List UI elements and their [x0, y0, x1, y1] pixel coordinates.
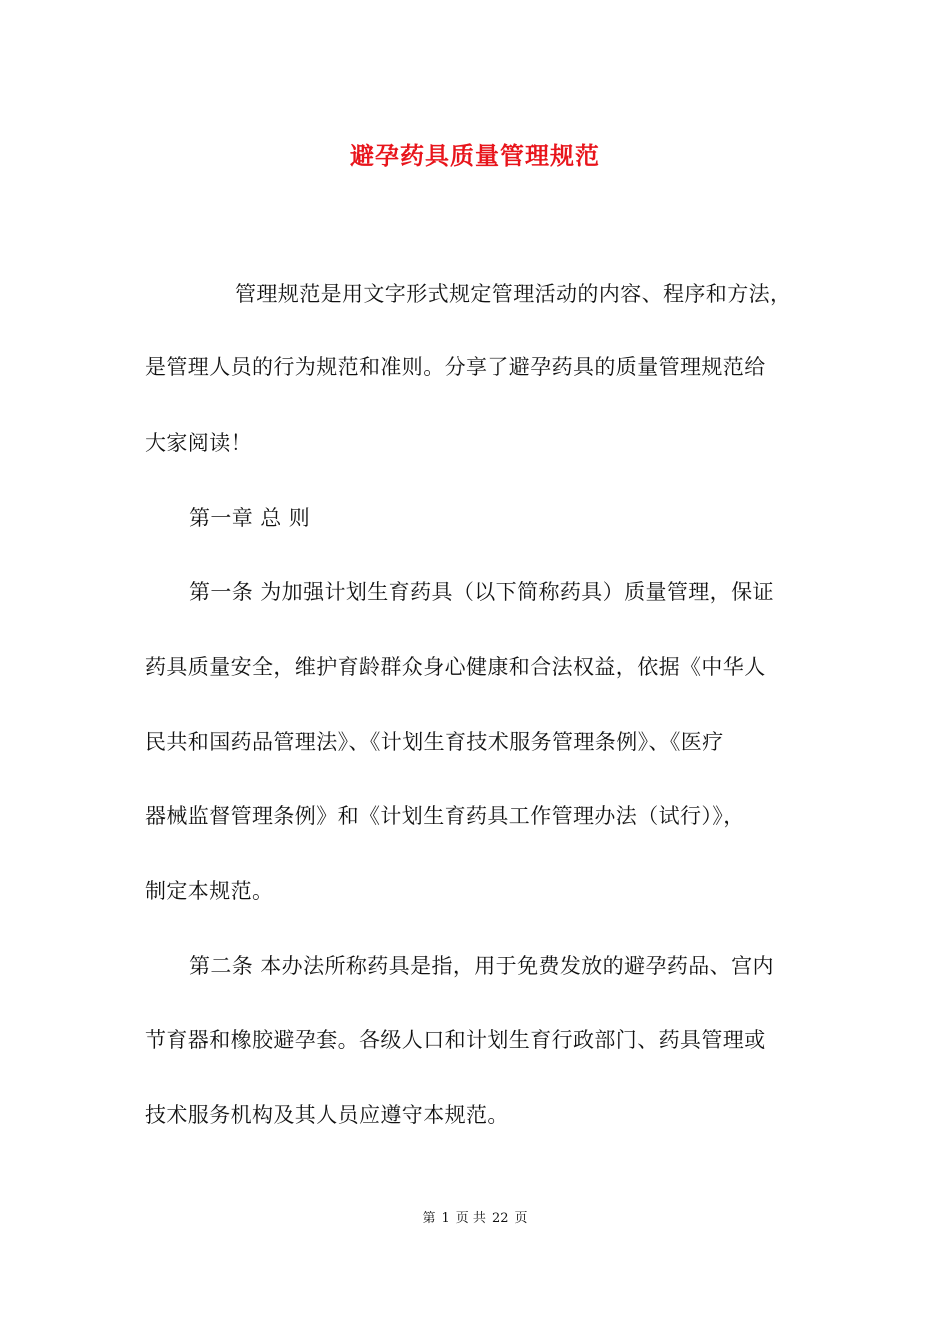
paragraph-line: 技术服务机构及其人员应遵守本规范。 [145, 1103, 509, 1127]
paragraph-line: 制定本规范。 [145, 879, 274, 903]
footer-page-number: 1 [441, 1211, 450, 1226]
paragraph-line: 第二条 本办法所称药具是指，用于免费发放的避孕药品、宫内 [189, 954, 774, 978]
paragraph-line: 节育器和橡胶避孕套。各级人口和计划生育行政部门、药具管理或 [145, 1028, 766, 1052]
paragraph-line: 第一条 为加强计划生育药具（以下简称药具）质量管理，保证 [189, 580, 774, 604]
document-title: 避孕药具质量管理规范 [350, 141, 600, 170]
paragraph-line: 民共和国药品管理法》、《计划生育技术服务管理条例》、《医疗 [145, 730, 724, 754]
paragraph-line: 器械监督管理条例》和《计划生育药具工作管理办法（试行）》， [145, 804, 745, 828]
chapter-heading: 第一章 总 则 [189, 506, 311, 530]
footer-total-pages: 22 [491, 1211, 509, 1226]
footer-mid: 页 共 [455, 1211, 486, 1226]
paragraph-line: 管理规范是用文字形式规定管理活动的内容、程序和方法， [235, 282, 792, 306]
paragraph-line: 药具质量安全，维护育龄群众身心健康和合法权益，依据《中华人 [145, 655, 766, 679]
paragraph-line: 是管理人员的行为规范和准则。分享了避孕药具的质量管理规范给 [145, 355, 766, 379]
footer-suffix: 页 [514, 1211, 528, 1226]
page-footer [0, 1207, 950, 1226]
paragraph-line: 大家阅读！ [145, 431, 252, 455]
footer-prefix: 第 [422, 1211, 436, 1226]
